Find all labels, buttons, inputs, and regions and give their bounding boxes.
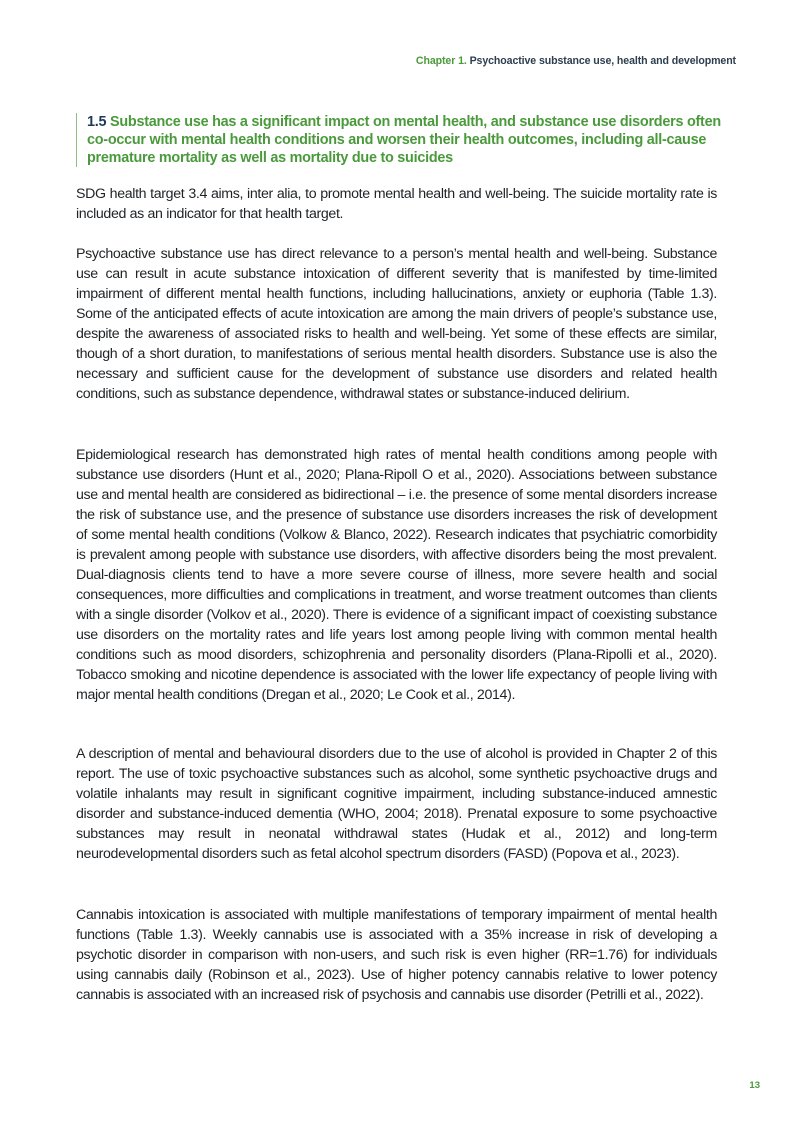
section-heading [76, 113, 727, 167]
page-number: 13 [749, 1080, 760, 1091]
paragraph-substance-intoxication: Psychoactive substance use has direct relevance to a person’s mental health and well-being. Substance use can result in acute substance intoxication of different severity that is manifested by time-limited impairment of different mental health functions, including hallucinations, anxiety or euphoria (Table 1.3). Some of the anticipated effects of acute intoxication are among the main drivers of people’s substance use, despite the awareness of associated risks to health and well-being. Yet some of these effects are similar, though of a short duration, to manifestations of serious mental health disorders. Substance use is also the necessary and sufficient cause for the development of substance use disorders and related health conditions, such as substance dependence, withdrawal states or substance-induced delirium. [76, 246, 717, 402]
running-header [416, 55, 736, 67]
paragraph-epidemiological-research: Epidemiological research has demonstrated high rates of mental health conditions among people with substance use disorders (Hunt et al., 2020; Plana-Ripoll O et al., 2020). Associations between substance use and mental health are considered as bidirectional – i.e. the presence of some mental disorders increase the risk of substance use, and the presence of substance use disorders increases the risk of development of some mental health conditions (Volkow & Blanco, 2022). Research indicates that psychiatric comorbidity is prevalent among people with substance use disorders, with affective disorders being the most prevalent. Dual-diagnosis clients tend to have a more severe course of illness, more severe health and social consequences, more difficulties and complications in treatment, and worse treatment outcomes than clients with a single disorder (Volkov et al., 2020). There is evidence of a significant impact of coexisting substance use disorders on the mortality rates and life years lost among people living with common mental health conditions such as mood disorders, schizophrenia and personality disorders (Plana-Ripolli et al., 2020). Tobacco smoking and nicotine dependence is associated with the lower life expectancy of people living with major mental health conditions (Dregan et al., 2020; Le Cook et al., 2014). [76, 447, 717, 703]
chapter-title: Psychoactive substance use, health and development [469, 55, 736, 67]
paragraph-cannabis: Cannabis intoxication is associated with multiple manifestations of temporary impairment of mental health functions (Table 1.3). Weekly cannabis use is associated with a 35% increase in risk of developing a psychotic disorder in comparison with non-users, and such risk is even higher (RR=1.76) for individuals using cannabis daily (Robinson et al., 2023). Use of higher potency cannabis relative to lower potency cannabis is associated with an increased risk of psychosis and cannabis use disorder (Petrilli et al., 2022). [76, 907, 717, 1003]
section-title: Substance use has a significant impact on mental health, and substance use disorders often co-occur with mental health conditions and worsen their health outcomes, including all-cause premature mortality as well as mortality due to suicides [87, 114, 721, 166]
paragraph-alcohol-disorders: A description of mental and behavioural disorders due to the use of alcohol is provided in Chapter 2 of this report. The use of toxic psychoactive substances such as alcohol, some synthetic psychoactive drugs and volatile inhalants may result in significant cognitive impairment, including substance-induced amnestic disorder and substance-induced dementia (WHO, 2004; 2018). Prenatal exposure to some psychoactive substances may result in neonatal withdrawal states (Hudak et al., 2012) and long-term neurodevelopmental disorders such as fetal alcohol spectrum disorders (FASD) (Popova et al., 2023). [76, 746, 717, 862]
paragraph-sdg-target: SDG health target 3.4 aims, inter alia, to promote mental health and well-being. The suicide mortality rate is included as an indicator for that health target. [76, 186, 717, 222]
section-number: 1.5 [87, 114, 107, 130]
chapter-number: Chapter 1. [415, 55, 467, 67]
